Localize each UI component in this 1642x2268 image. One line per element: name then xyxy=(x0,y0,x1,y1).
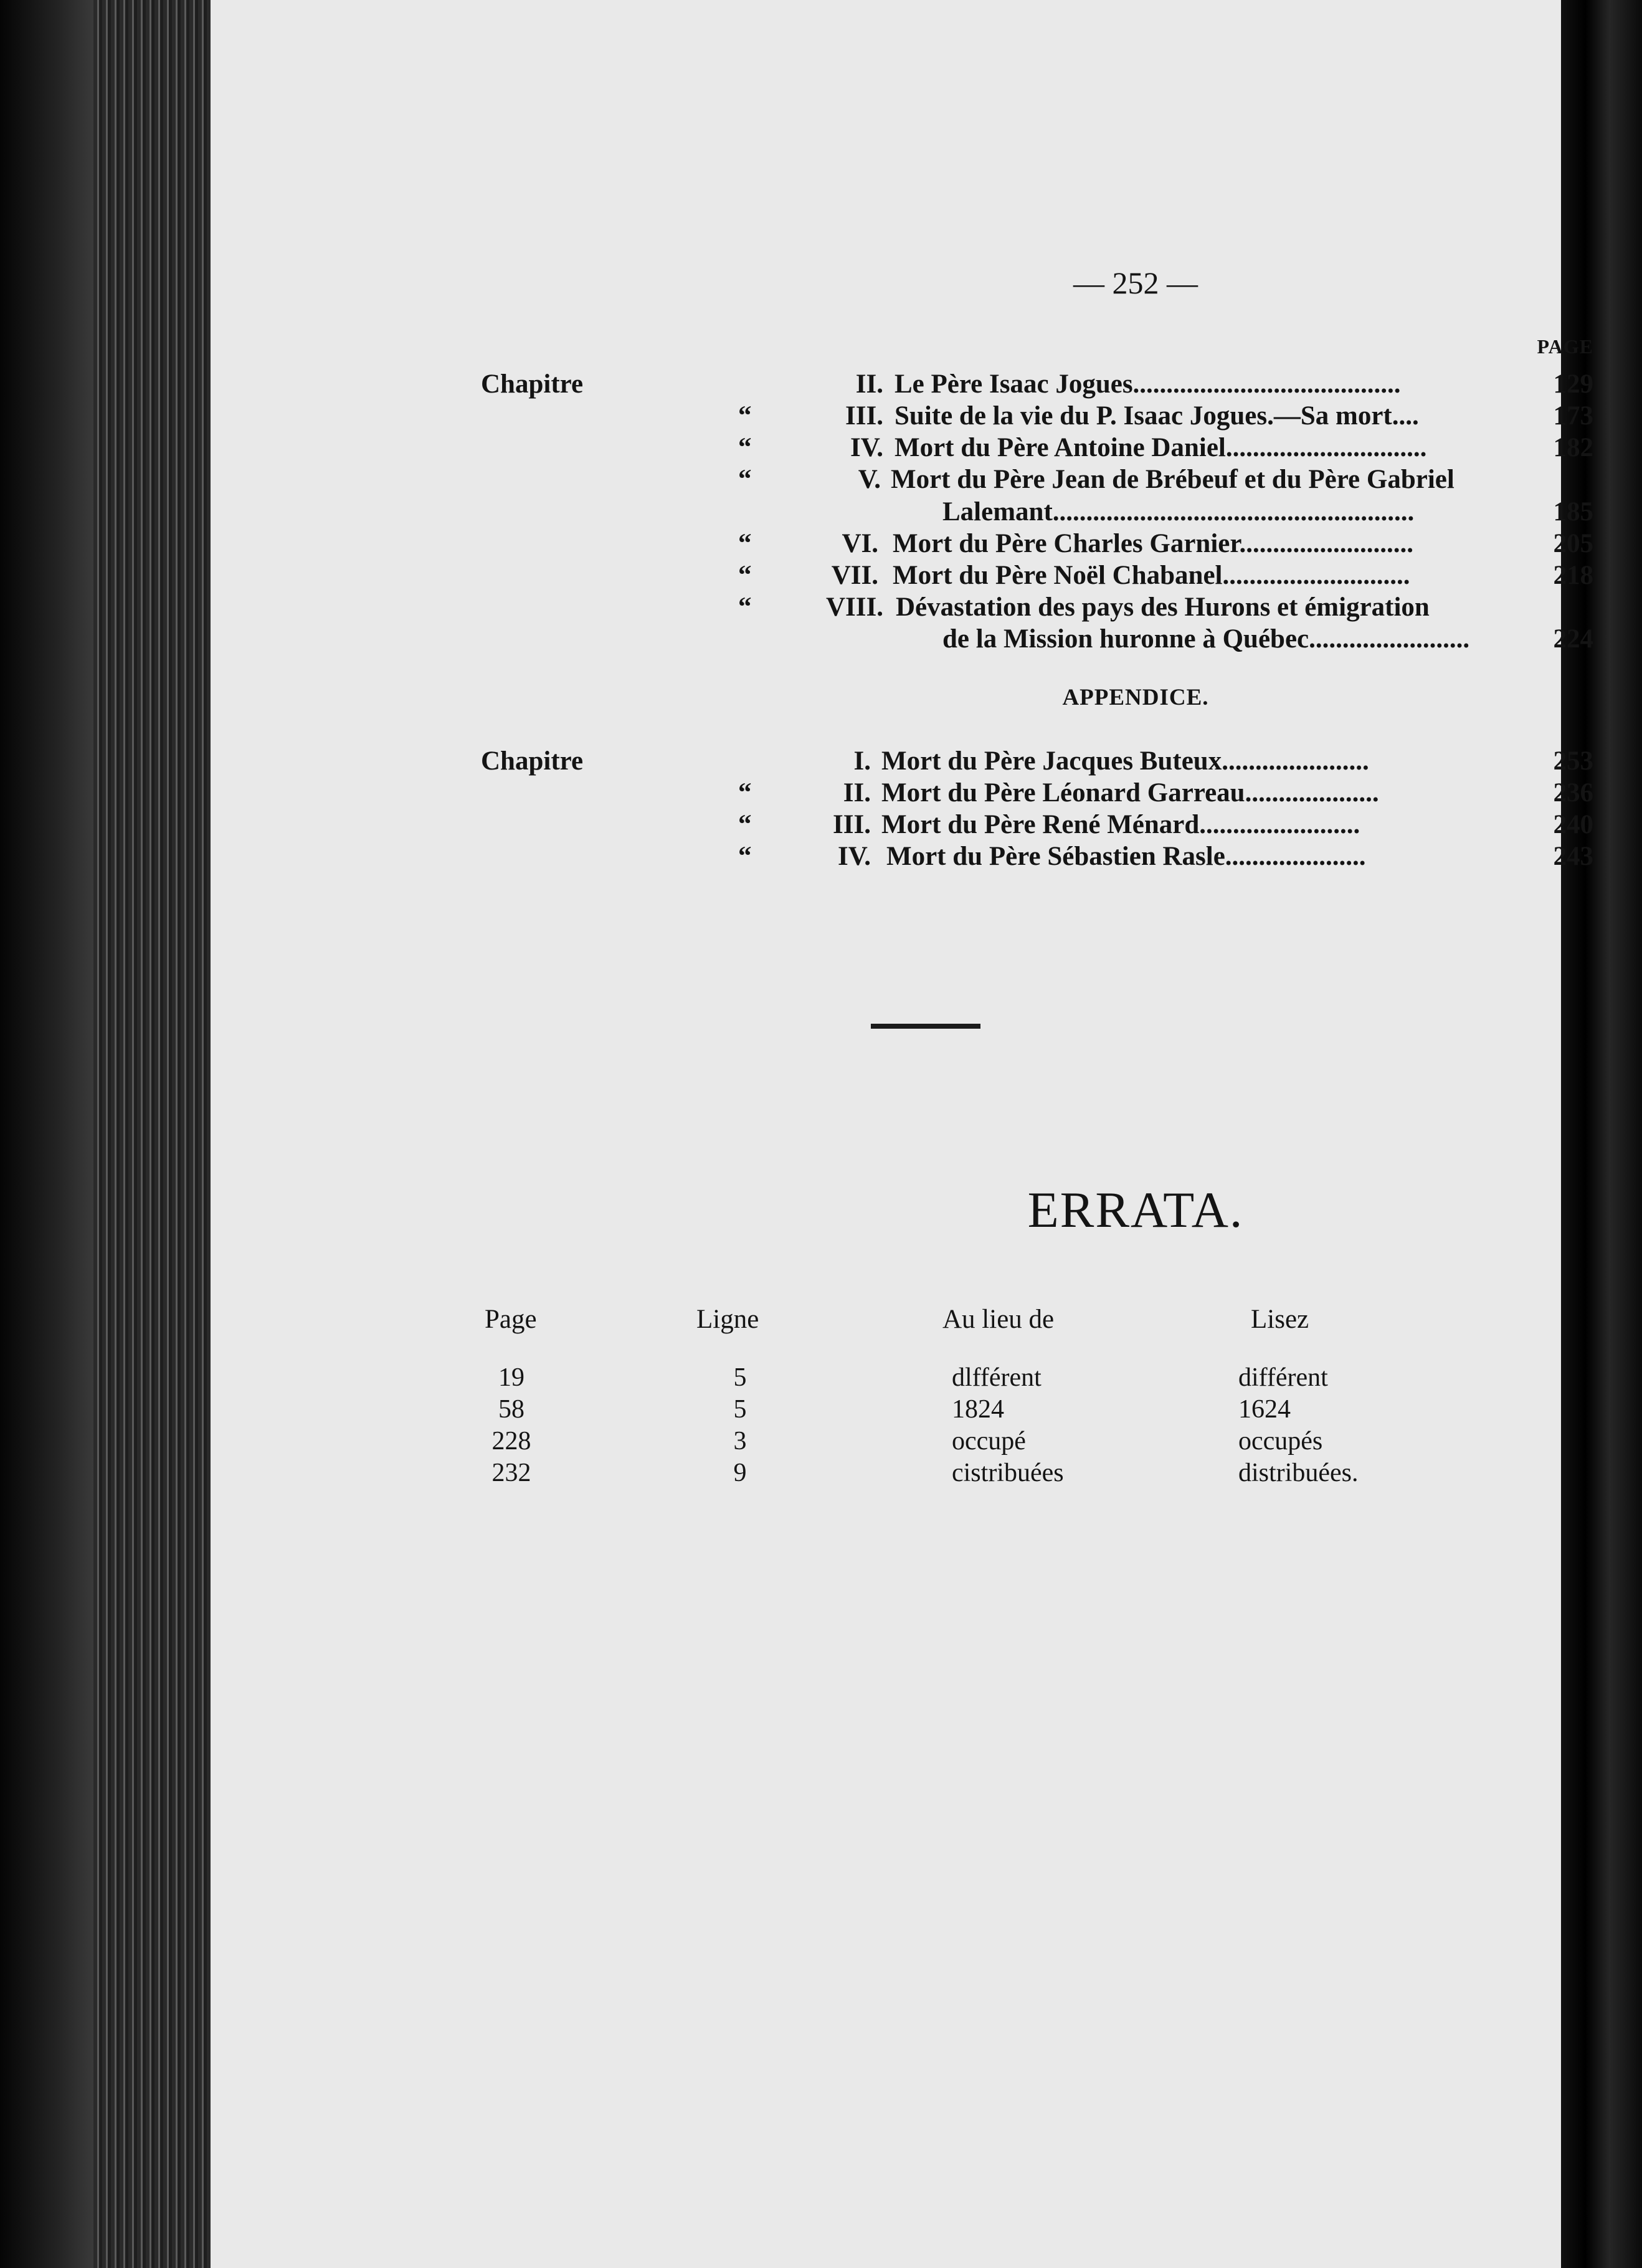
toc-title: Le Père Isaac Jogues........................................ xyxy=(895,369,1401,399)
errata-page: 232 xyxy=(491,1459,531,1487)
errata-read: différent xyxy=(1238,1363,1328,1392)
appendix-page: 236 xyxy=(1553,778,1593,808)
toc-label: Chapitre xyxy=(481,369,584,399)
appendix-label: “ xyxy=(738,778,752,808)
toc-numeral: II. xyxy=(855,369,883,399)
appendix-label: “ xyxy=(738,810,752,839)
toc-title: Mort du Père Antoine Daniel.............................. xyxy=(895,433,1427,462)
errata-col-page: Page xyxy=(485,1305,537,1334)
toc-title: Mort du Père Noël Chabanel............................ xyxy=(893,561,1410,590)
toc-label: “ xyxy=(738,433,752,462)
page-column-label: PAGE xyxy=(1537,335,1593,358)
appendix-title: Mort du Père Léonard Garreau.................... xyxy=(881,778,1379,808)
errata-col-read: Lisez xyxy=(1251,1305,1309,1334)
errata-instead: occupé xyxy=(952,1427,1026,1456)
errata-title: ERRATA. xyxy=(1027,1181,1244,1238)
book-edge-left xyxy=(0,0,93,2268)
page-stack-left xyxy=(93,0,211,2268)
toc-page: 218 xyxy=(1553,561,1593,590)
section-divider xyxy=(871,1024,980,1029)
toc-label: “ xyxy=(738,593,752,622)
appendix-numeral: III. xyxy=(833,810,871,839)
errata-instead: cistribuées xyxy=(952,1459,1064,1487)
errata-read: occupés xyxy=(1238,1427,1323,1456)
errata-line: 9 xyxy=(733,1459,747,1487)
toc-title: Suite de la vie du P. Isaac Jogues.—Sa mort.... xyxy=(895,401,1419,431)
toc-label: “ xyxy=(738,401,752,431)
errata-page: 228 xyxy=(491,1427,531,1456)
toc-numeral: VII. xyxy=(831,561,878,590)
appendix-page: 243 xyxy=(1553,842,1593,871)
toc-numeral: VI. xyxy=(842,529,878,558)
appendix-label: “ xyxy=(738,842,752,871)
errata-line: 5 xyxy=(733,1363,747,1392)
errata-read: 1624 xyxy=(1238,1395,1291,1424)
toc-page: 224 xyxy=(1553,624,1593,654)
appendix-heading: APPENDICE. xyxy=(1062,685,1209,710)
appendix-numeral: II. xyxy=(843,778,871,808)
errata-line: 5 xyxy=(733,1395,747,1424)
page-number-header: — 252 — xyxy=(1073,265,1198,300)
toc-page: 205 xyxy=(1553,529,1593,558)
toc-numeral: VIII. xyxy=(825,593,883,622)
toc-numeral: IV. xyxy=(850,433,883,462)
toc-page: 185 xyxy=(1553,497,1593,526)
toc-numeral: V. xyxy=(858,465,881,494)
appendix-title: Mort du Père Sébastien Rasle..................... xyxy=(886,842,1366,871)
toc-page: 173 xyxy=(1553,401,1593,431)
toc-title-continued: Lalemant...................................................... xyxy=(942,497,1415,526)
appendix-label: Chapitre xyxy=(481,746,584,776)
errata-read: distribuées. xyxy=(1238,1459,1359,1487)
appendix-page: 240 xyxy=(1553,810,1593,839)
errata-instead: 1824 xyxy=(952,1395,1004,1424)
appendix-title: Mort du Père Jacques Buteux...................... xyxy=(881,746,1369,776)
errata-page: 58 xyxy=(498,1395,524,1424)
toc-label: “ xyxy=(738,561,752,590)
errata-page: 19 xyxy=(498,1363,524,1392)
toc-title-continued: de la Mission huronne à Québec........................ xyxy=(942,624,1470,654)
appendix-numeral: I. xyxy=(853,746,871,776)
toc-label: “ xyxy=(738,529,752,558)
toc-title: Mort du Père Jean de Brébeuf et du Père Gabriel xyxy=(891,465,1455,494)
toc-numeral: III. xyxy=(845,401,883,431)
errata-line: 3 xyxy=(733,1427,747,1456)
toc-page: 129 xyxy=(1553,369,1593,399)
errata-instead: dlfférent xyxy=(952,1363,1042,1392)
toc-title: Dévastation des pays des Hurons et émigration xyxy=(896,593,1430,622)
document-page xyxy=(211,0,1593,2268)
toc-title: Mort du Père Charles Garnier.......................... xyxy=(893,529,1414,558)
toc-page: 182 xyxy=(1553,433,1593,462)
appendix-numeral: IV. xyxy=(838,842,871,871)
appendix-page: 253 xyxy=(1553,746,1593,776)
toc-label: “ xyxy=(738,465,752,494)
errata-col-line: Ligne xyxy=(696,1305,759,1334)
errata-col-instead: Au lieu de xyxy=(942,1305,1055,1334)
appendix-title: Mort du Père René Ménard........................ xyxy=(881,810,1360,839)
